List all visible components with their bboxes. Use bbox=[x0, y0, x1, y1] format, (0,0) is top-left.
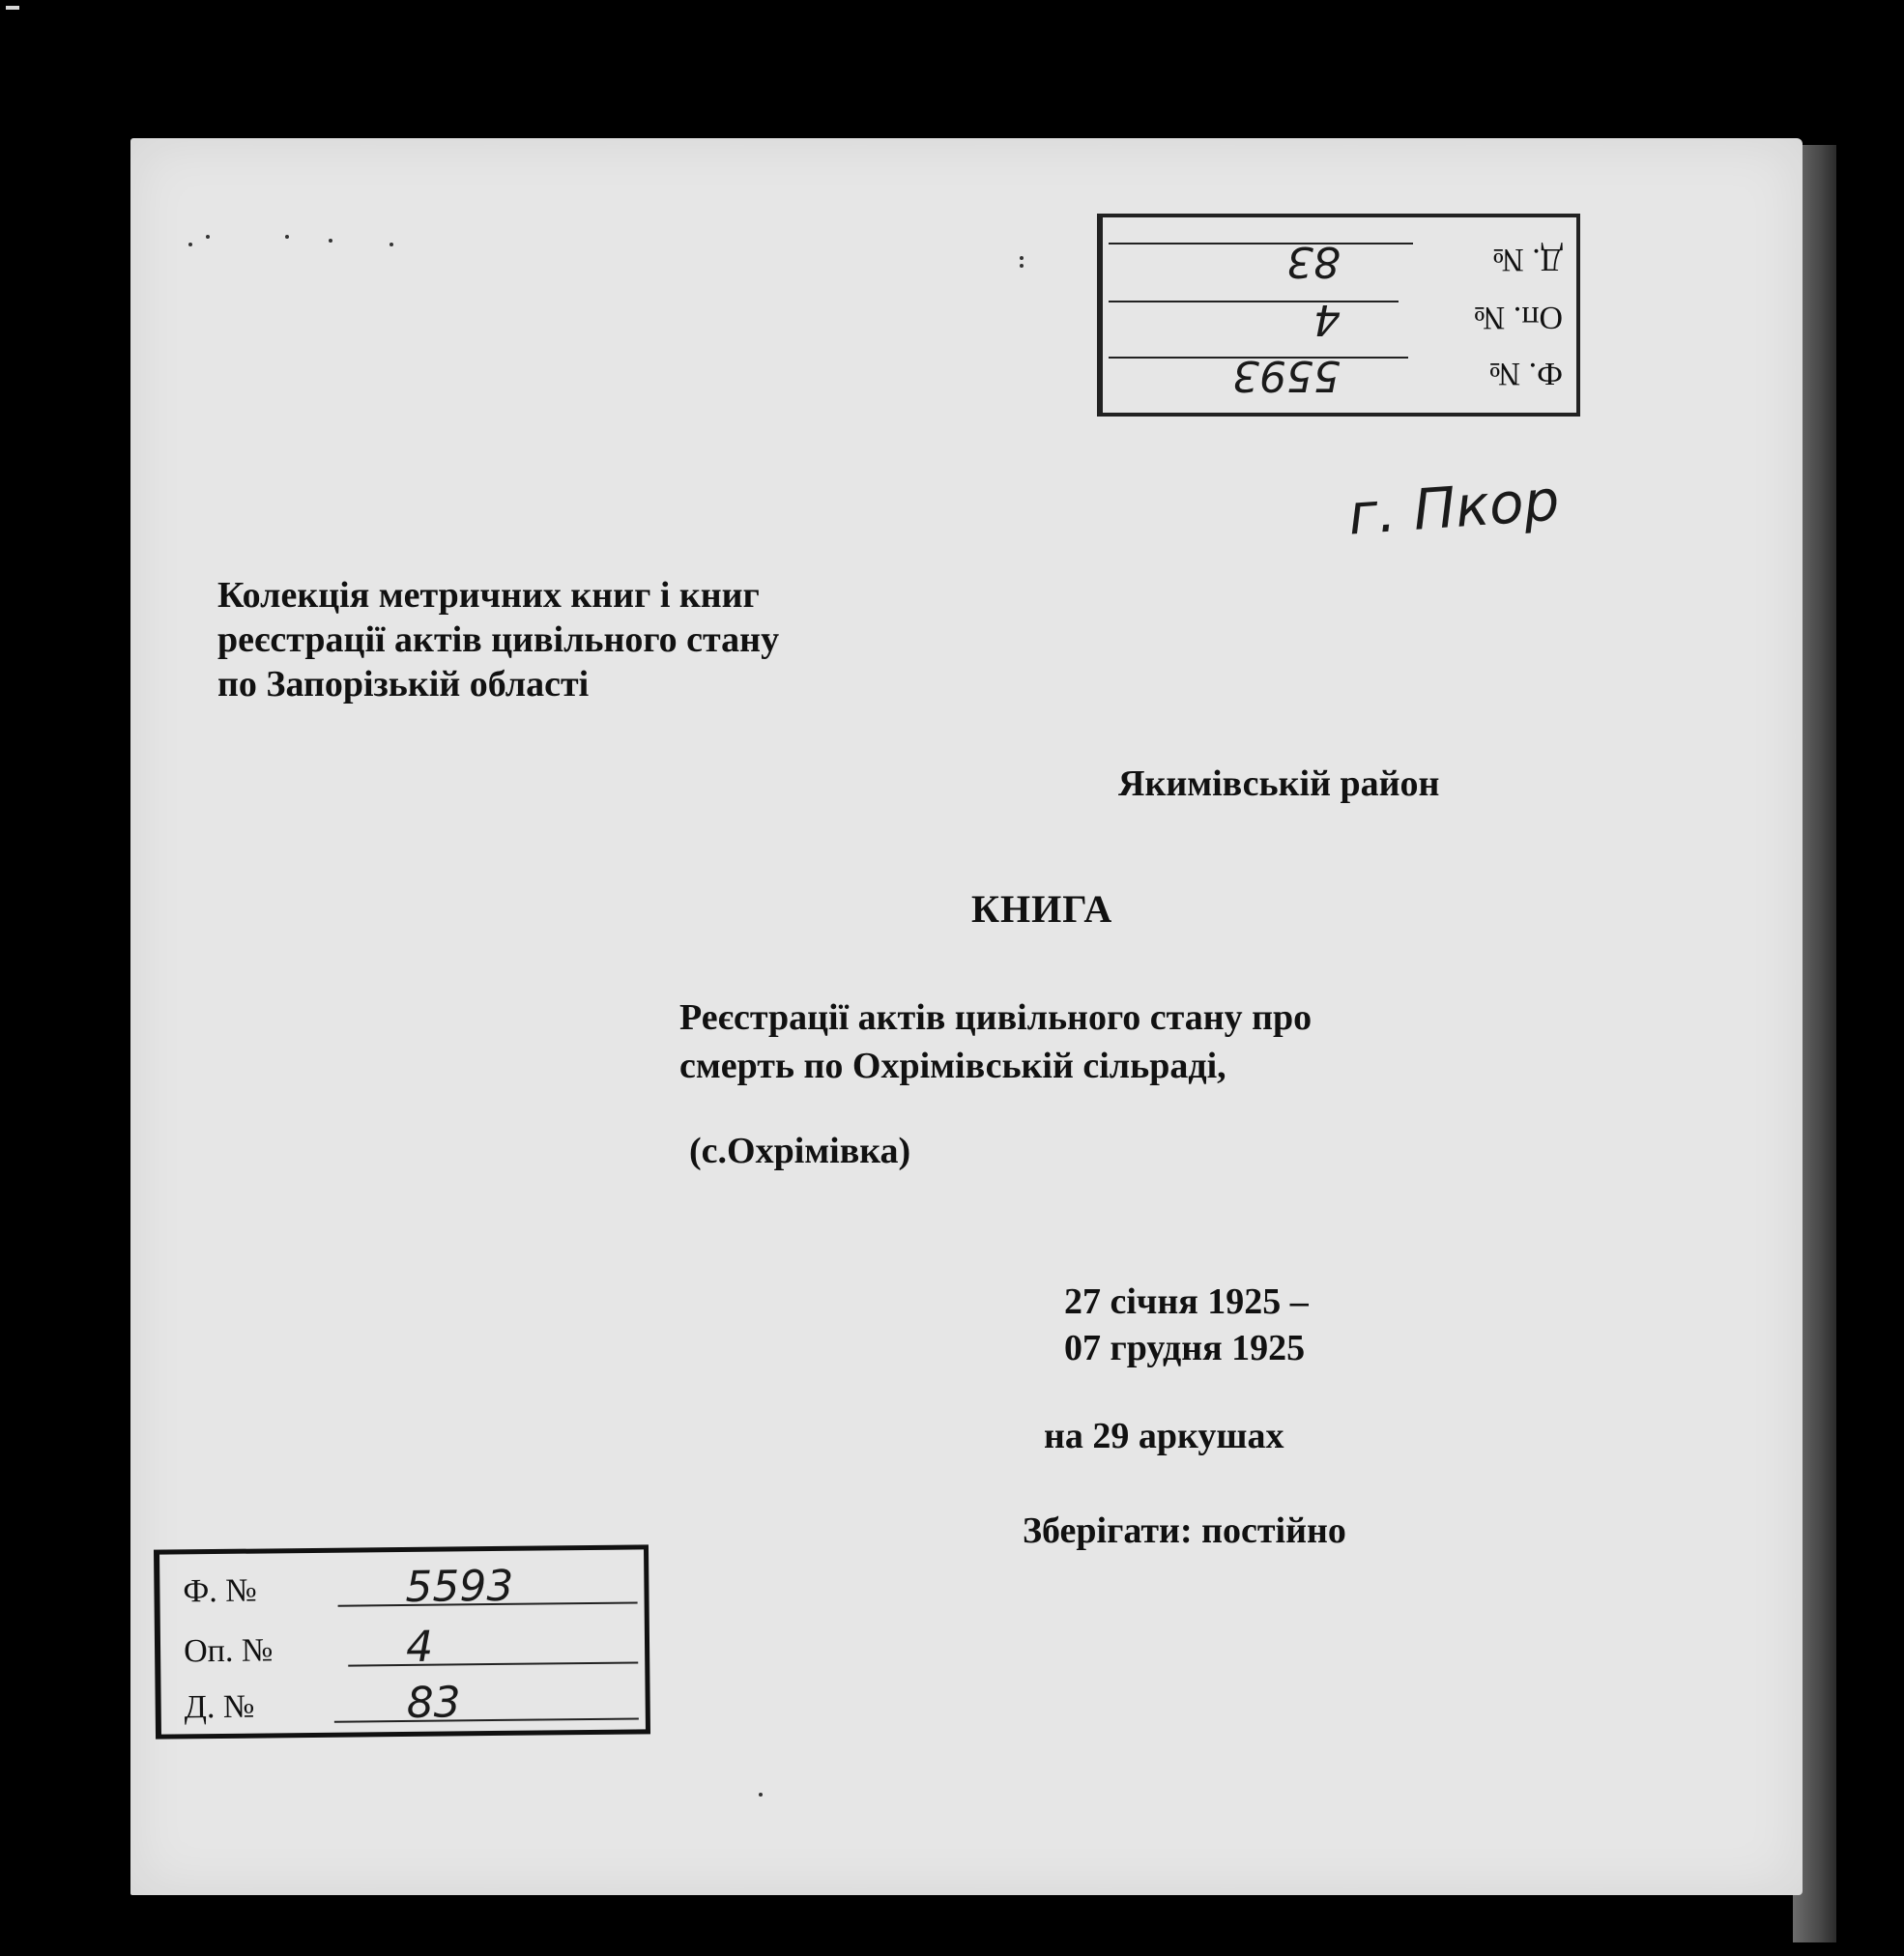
date-start: 27 січня 1925 – bbox=[1064, 1281, 1309, 1322]
stamp-sprava-label: Д. № bbox=[1492, 242, 1563, 277]
date-end: 07 грудня 1925 bbox=[1064, 1328, 1306, 1368]
stamp-row-fond bbox=[1109, 349, 1563, 403]
stamp-row-fond bbox=[183, 1557, 638, 1616]
stamp-opys-value: 4 bbox=[405, 1622, 434, 1672]
archive-stamp-mirrored bbox=[1097, 214, 1580, 417]
stamp-sprava-value: 83 bbox=[1286, 237, 1341, 286]
speck bbox=[1020, 264, 1024, 268]
description-line: смерть по Охрімівській сільраді, bbox=[679, 1046, 1226, 1086]
stamp-fond-value: 5593 bbox=[1232, 351, 1341, 400]
speck bbox=[206, 235, 210, 239]
stamp-fond-value: 5593 bbox=[405, 1561, 514, 1612]
stamp-fond-label: Ф. № bbox=[1488, 356, 1563, 391]
village-name: (с.Охрімівка) bbox=[689, 1131, 911, 1171]
stamp-opys-label: Оп. № bbox=[1473, 300, 1563, 335]
description-line: Реєстрації актів цивільного стану про bbox=[679, 997, 1313, 1038]
retention-note: Зберігати: постійно bbox=[1023, 1510, 1346, 1551]
stamp-row-sprava bbox=[184, 1673, 639, 1732]
speck bbox=[1020, 256, 1024, 260]
collection-line: Колекція метричних книг і книг bbox=[217, 575, 760, 616]
archive-stamp bbox=[154, 1544, 650, 1739]
stamp-fond-label: Ф. № bbox=[183, 1572, 257, 1610]
stamp-underline bbox=[334, 1717, 639, 1722]
stamp-row-sprava bbox=[1109, 235, 1563, 289]
speck bbox=[188, 243, 192, 246]
sheet-count: на 29 аркушах bbox=[1044, 1416, 1284, 1456]
date-range bbox=[1064, 1279, 1309, 1371]
collection-line: реєстрації актів цивільного стану bbox=[217, 619, 780, 660]
speck bbox=[285, 235, 289, 239]
collection-title bbox=[217, 573, 779, 706]
speck bbox=[329, 239, 332, 243]
stamp-underline bbox=[1109, 243, 1413, 244]
stamp-row-opys bbox=[1109, 293, 1563, 347]
stamp-opys-value: 4 bbox=[1313, 295, 1341, 344]
stamp-sprava-value: 83 bbox=[406, 1678, 461, 1728]
stamp-underline bbox=[348, 1661, 638, 1666]
handwritten-city-note: г. Пкор bbox=[1345, 467, 1562, 548]
collection-line: по Запорізькій області bbox=[217, 664, 590, 705]
speck bbox=[389, 243, 393, 246]
district-name: Якимівській район bbox=[1118, 763, 1440, 804]
stamp-sprava-label: Д. № bbox=[184, 1688, 255, 1726]
speck bbox=[759, 1793, 763, 1797]
stamp-opys-label: Оп. № bbox=[183, 1632, 274, 1670]
document-page bbox=[130, 138, 1803, 1895]
book-description bbox=[679, 993, 1312, 1090]
book-title: КНИГА bbox=[971, 887, 1113, 931]
scan-mark bbox=[6, 6, 19, 10]
stamp-row-opys bbox=[184, 1617, 639, 1676]
stamp-underline bbox=[1109, 301, 1399, 302]
